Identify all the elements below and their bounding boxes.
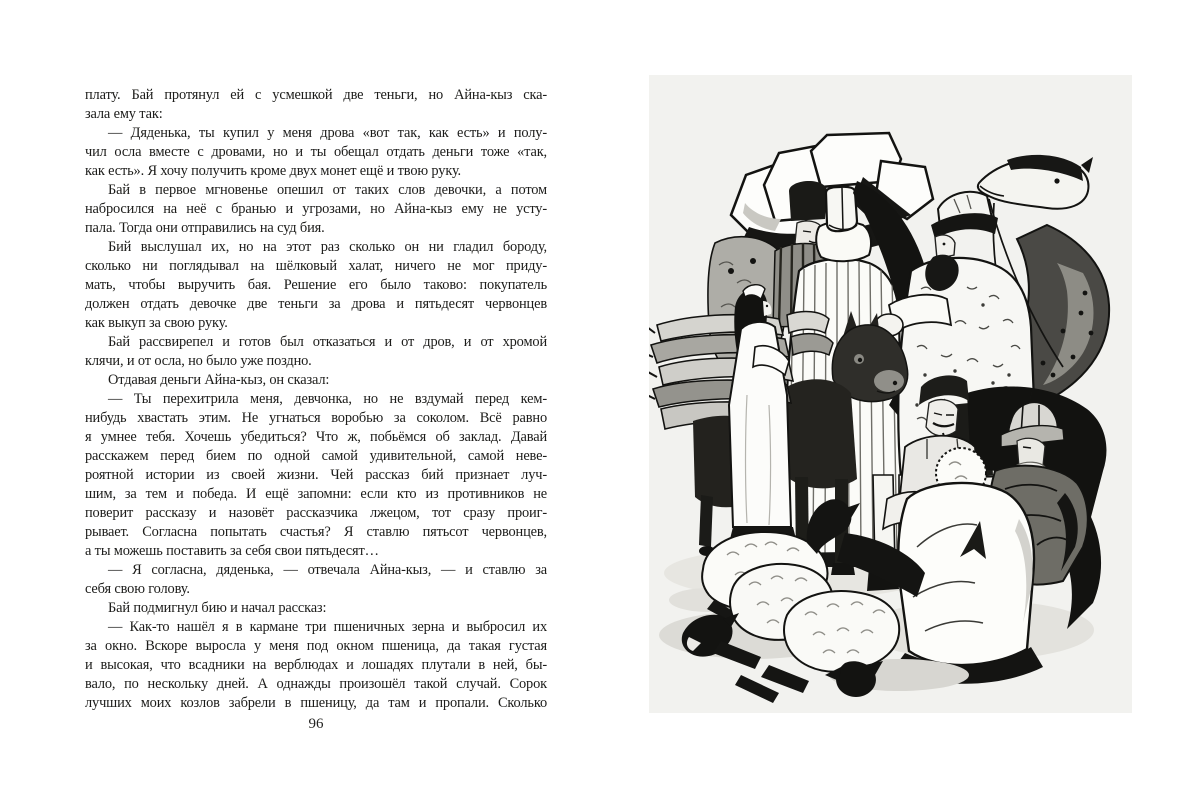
text-line: пала. Тогда они отправились на суд бия. [85,220,325,236]
text-line: — Я согласна, дяденька, — отвечала Айна-кыз, — и ставлю за [108,562,547,578]
text-line: Бай рассвирепел и готов был отказаться и от дров, и от хромой [108,334,547,350]
text-line: себя свою голову. [85,581,190,597]
text-line: зала ему так: [85,106,163,122]
text-line: клячи, и от осла, но было уже поздно. [85,353,312,369]
text-line: я умнее тебя. Хочешь убедиться? Что ж, побьёмся об заклад. Давай [85,429,547,445]
text-line: роятной истории из своей жизни. Чей рассказ бий признает луч- [85,467,547,483]
paragraph [85,124,547,181]
paragraph [85,390,547,561]
text-line: Бай подмигнул бию и начал рассказ: [108,600,327,616]
paragraph [85,618,547,713]
text-line: рывает. Согласна попытать счастья? Я ставлю пятьсот червонцев, [85,524,547,540]
text-line: набросился на неё с бранью и угрозами, но Айна-кыз ему не усту- [85,201,547,217]
text-line: должен отдать девочке две теньги за дрова и пятьдесят червонцев [85,296,547,312]
text-line: за окно. Вскоре выросла у меня под окном пшеница, да такая густая [85,638,547,654]
text-line: мать, чтобы выручить бая. Решение его было таково: покупатель [85,277,547,293]
paragraph [85,238,547,333]
text-line: сколько ни поглядывал на шёлковый халат, ничего не мог приду- [85,258,547,274]
paragraph [85,86,547,124]
text-line: Бай в первое мгновенье опешил от таких слов девочки, а потом [108,182,547,198]
text-line: нибудь хвастать этим. Не угнаться воробью за соколом. Всё равно [85,410,547,426]
text-line: — Ты перехитрила меня, девчонка, но не вздумай перед кем- [108,391,547,407]
text-line: как есть». Я хочу получить кроме двух монет ещё и твою руку. [85,163,462,179]
text-line: — Дяденька, ты купил у меня дрова «вот так, как есть» и полу- [108,125,547,141]
text-line: расскажем перед бием по одной самой удивительной, самой неве- [85,448,547,464]
text-line: чил осла вместе с дровами, но и ты обещал отдать деньги тоже «так, [85,144,547,160]
book-illustration [649,75,1132,713]
paragraph [85,181,547,238]
text-line: вало, по нескольку дней. А однажды произошёл такой случай. Сорок [85,676,547,692]
text-line: лучших моих козлов забрели в пшеницу, да там и пропали. Сколько [85,695,547,711]
text-line: Отдавая деньги Айна-кыз, он сказал: [108,372,330,388]
text-line: Бий выслушал их, но на этот раз сколько он ни гладил бороду, [108,239,547,255]
paragraph [85,333,547,371]
text-line: — Как-то нашёл я в кармане три пшеничных зерна и выбросил их [108,619,547,635]
text-line: а ты можешь поставить за себя свои пятьдесят… [85,543,379,559]
text-line: и высокая, что всадники на верблюдах и лошадях плутали в ней, бы- [85,657,547,673]
illustration-frame [649,75,1132,713]
text-column [85,86,547,713]
text-line: плату. Бай протянул ей с усмешкой две теньги, но Айна-кыз ска- [85,87,547,103]
paragraph [85,561,547,599]
text-line: шим, за тем и победа. И ещё запомни: если кто из противников не [85,486,547,502]
text-line: поверит рассказу и назовёт рассказчика лжецом, тот сразу проиг- [85,505,547,521]
page-number: 96 [308,716,324,732]
paragraph [85,599,547,618]
paragraph [85,371,547,390]
text-line: как выкуп за свою руку. [85,315,228,331]
